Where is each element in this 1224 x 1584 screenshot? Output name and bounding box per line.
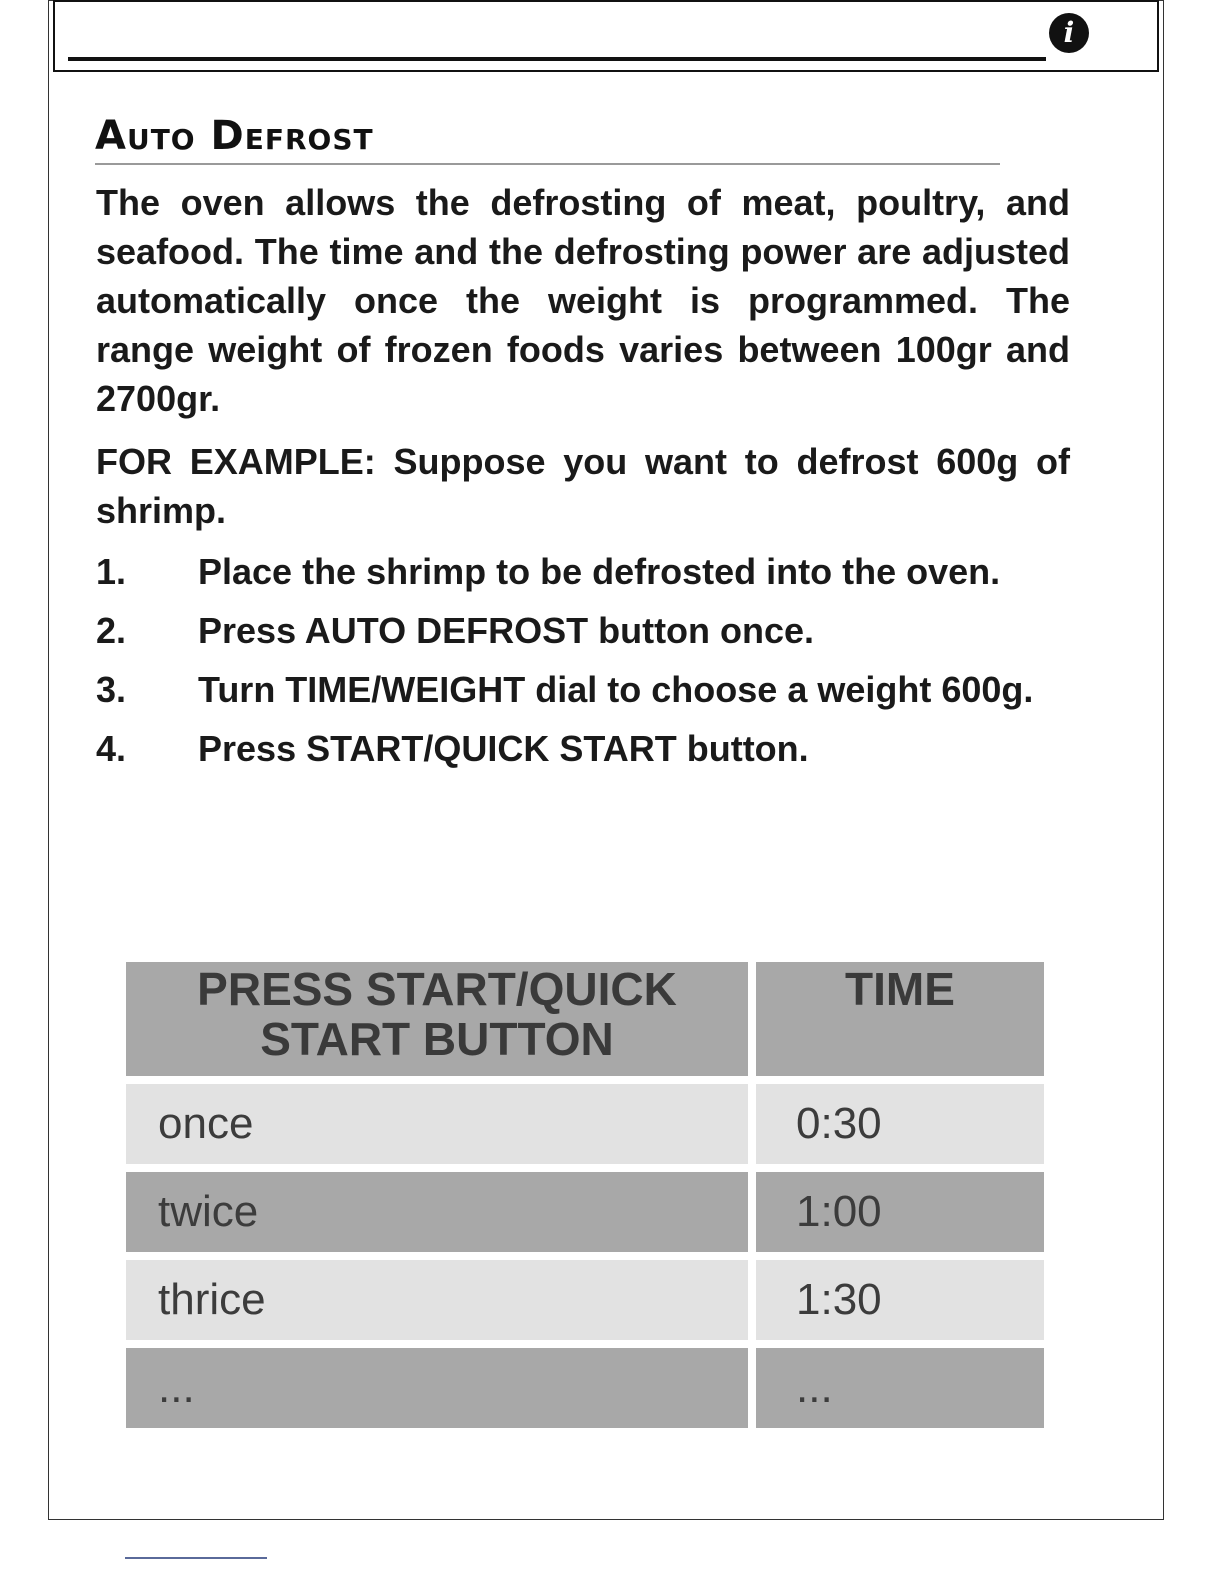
- table-row: [126, 1260, 1044, 1340]
- table-cell-time: 1:30: [756, 1260, 1044, 1340]
- steps-list: [96, 547, 1070, 773]
- table-header-press: PRESS START/QUICK START BUTTON: [126, 962, 748, 1076]
- table-row: [126, 1084, 1044, 1164]
- table-cell-press: ...: [126, 1348, 748, 1428]
- header-rule: [68, 57, 1046, 61]
- table-cell-time: 1:00: [756, 1172, 1044, 1252]
- title-divider: [95, 163, 1000, 165]
- table-cell-time: ...: [756, 1348, 1044, 1428]
- step-number: 4.: [96, 728, 127, 769]
- step-text: Press START/QUICK START button.: [198, 728, 809, 769]
- table-header-row: [126, 962, 1044, 1076]
- footer-rule: [125, 1557, 267, 1559]
- step-item: [96, 547, 1070, 596]
- section-title: Auto Defrost: [95, 113, 374, 159]
- table-header-time: TIME: [756, 962, 1044, 1076]
- intro-paragraph: The oven allows the defrosting of meat, poultry, and seafood. The time and the defrosting power are adjusted automatically once the weight is programmed. The range weight of frozen foods varies between 100gr and 2700gr.: [96, 182, 1070, 419]
- step-number: 3.: [96, 669, 127, 710]
- table-cell-press: once: [126, 1084, 748, 1164]
- step-item: [96, 665, 1070, 714]
- defrost-time-table: [118, 954, 1052, 1436]
- example-paragraph: FOR EXAMPLE: Suppose you want to defrost 600g of shrimp.: [96, 441, 1070, 531]
- info-icon: i: [1049, 13, 1089, 53]
- table-row: [126, 1172, 1044, 1252]
- step-number: 1.: [96, 551, 127, 592]
- table-cell-press: thrice: [126, 1260, 748, 1340]
- table-cell-press: twice: [126, 1172, 748, 1252]
- instructions-body: [96, 178, 1070, 783]
- table-cell-time: 0:30: [756, 1084, 1044, 1164]
- step-number: 2.: [96, 610, 127, 651]
- step-item: [96, 724, 1070, 773]
- table-row: [126, 1348, 1044, 1428]
- page-header: [53, 0, 1159, 72]
- step-text: Place the shrimp to be defrosted into the oven.: [198, 551, 1001, 592]
- step-text: Turn TIME/WEIGHT dial to choose a weight 600g.: [198, 669, 1034, 710]
- step-item: [96, 606, 1070, 655]
- step-text: Press AUTO DEFROST button once.: [198, 610, 815, 651]
